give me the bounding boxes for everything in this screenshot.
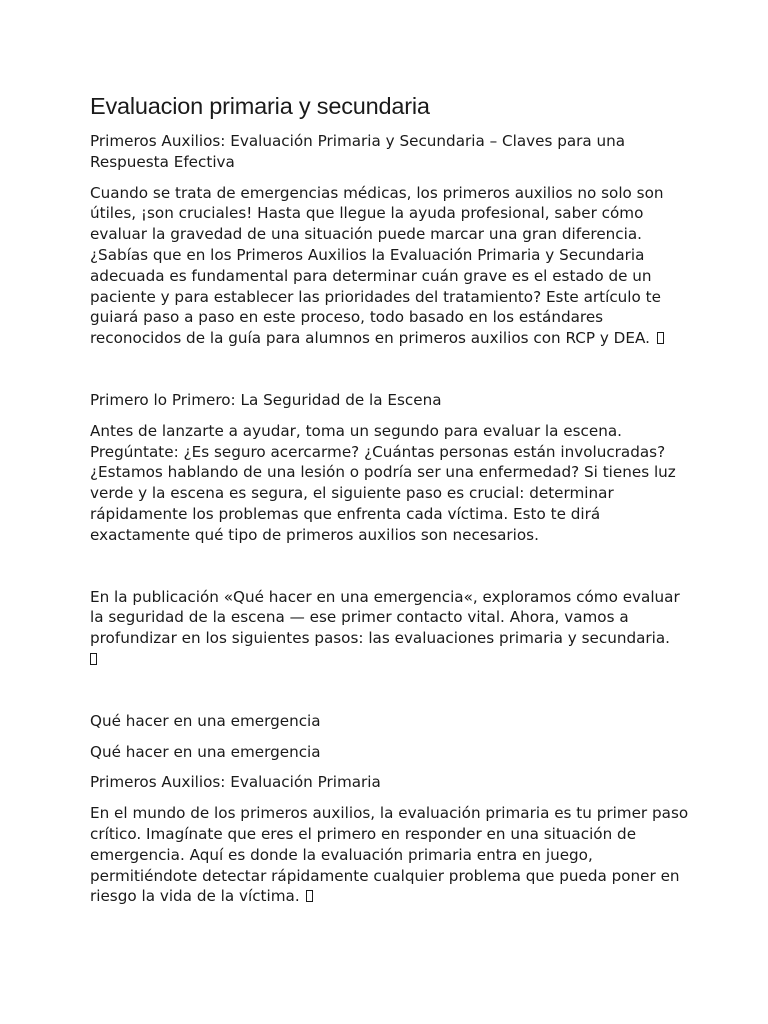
missing-glyph-icon (306, 890, 313, 902)
missing-glyph-icon (657, 332, 664, 344)
emergency-link[interactable]: Qué hacer en una emergencia (90, 742, 321, 761)
primary-evaluation-paragraph (90, 803, 690, 907)
emergency-link[interactable]: Qué hacer en una emergencia (90, 711, 321, 730)
publication-paragraph (90, 587, 690, 670)
scene-safety-paragraph: Antes de lanzarte a ayudar, toma un segundo para evaluar la escena. Pregúntate: ¿Es seguro acercarme? ¿Cuántas personas están involucradas? ¿Estamos hablando de una lesión o podría ser una enfermedad? Si tienes luz verde y la escena es segura, el siguiente paso es crucial: determinar rápidamente los problemas que enfrenta cada víctima. Esto te dirá exactamente qué tipo de primeros auxilios son necesarios. (90, 421, 676, 544)
subtitle: Primeros Auxilios: Evaluación Primaria y Secundaria – Claves para una Respuesta Efectiva (90, 132, 626, 171)
primary-evaluation-text: En el mundo de los primeros auxilios, la evaluación primaria es tu primer paso crítico. Imagínate que eres el primero en responder en una situación de emergencia. Aquí es donde la evaluación primaria entra en juego, permitiéndote detectar rápidamente cualquier problema que pueda poner en riesgo la vida de la víctima. (90, 804, 689, 906)
publication-text: En la publicación «Qué hacer en una emergencia«, exploramos cómo evaluar la seguridad de la escena — ese primer contacto vital. Ahora, vamos a profundizar en los siguientes pasos: las evaluaciones primaria y secundaria. (90, 587, 680, 648)
section-heading-scene-safety: Primero lo Primero: La Seguridad de la Escena (90, 390, 442, 409)
missing-glyph-icon (90, 653, 97, 665)
page-title: Evaluacion primaria y secundaria (90, 93, 430, 119)
intro-text: Cuando se trata de emergencias médicas, los primeros auxilios no solo son útiles, ¡son cruciales! Hasta que llegue la ayuda profesional, saber cómo evaluar la gravedad de una situación puede marcar una gran diferencia. ¿Sabías que en los Primeros Auxilios la Evaluación Primaria y Secundaria adecuada es fundamental para determinar cuán grave es el estado de un paciente y para establecer las prioridades del tratamiento? Este artículo te guiará paso a paso en este proceso, todo basado en los estándares reconocidos de la guía para alumnos en primeros auxilios con RCP y DEA. (90, 183, 664, 348)
document-page (90, 90, 690, 917)
spacer (90, 359, 690, 390)
intro-paragraph (90, 183, 690, 349)
spacer (90, 556, 690, 587)
spacer (90, 680, 690, 711)
section-heading-primary-evaluation: Primeros Auxilios: Evaluación Primaria (90, 773, 381, 792)
